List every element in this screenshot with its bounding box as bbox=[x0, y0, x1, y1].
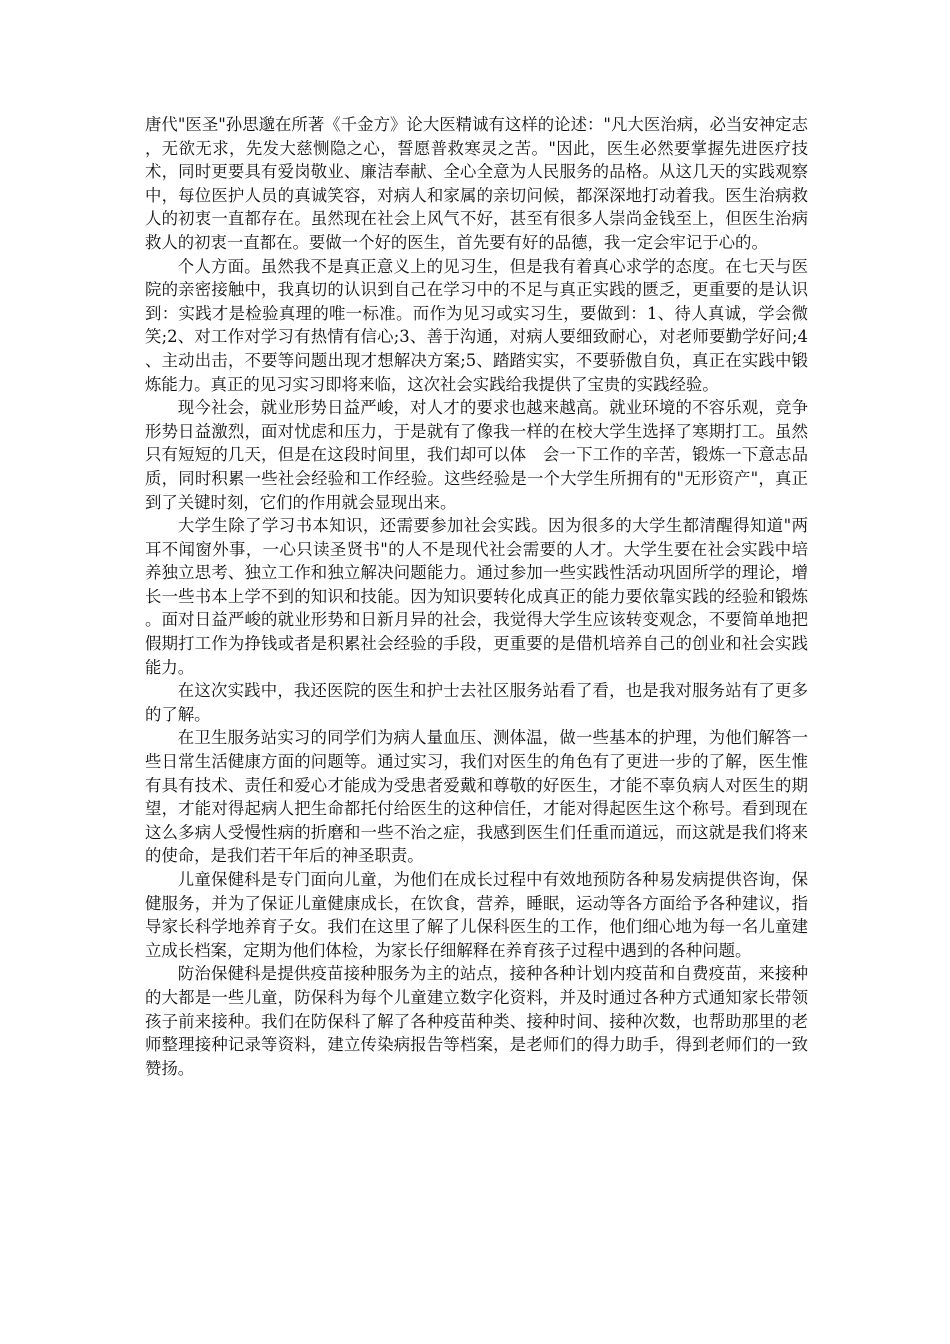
document-body bbox=[145, 113, 808, 1080]
paragraph-employment-situation: 现今社会，就业形势日益严峻，对人才的要求也越来越高。就业环境的不容乐观，竞争形势日益激烈，面对忧虑和压力，于是就有了像我一样的在校大学生选择了寒期打工。虽然只有短短的几天，但是在这段时间里，我们却可以体 会一下工作的辛苦，锻炼一下意志品质，同时积累一些社会经验和工作经验。这些经验是一个大学生所拥有的"无形资产"，真正到了关键时刻，它们的作用就会显现出来。 bbox=[145, 398, 808, 512]
paragraph-child-healthcare: 儿童保健科是专门面向儿童，为他们在成长过程中有效地预防各种易发病提供咨询，保健服务，并为了保证儿童健康成长，在饮食，营养，睡眠，运动等各方面给予各种建议，指导家长科学地养育子女。我们在这里了解了儿保科医生的工作，他们细心地为每一名儿童建立成长档案，定期为他们体检，为家长仔细解释在养育孩子过程中遇到的各种问题。 bbox=[145, 870, 808, 960]
paragraph-health-station-internship: 在卫生服务站实习的同学们为病人量血压、测体温，做一些基本的护理，为他们解答一些日常生活健康方面的问题等。通过实习，我们对医生的角色有了更进一步的了解，医生惟有具有技术、责任和爱心才能成为受患者爱戴和尊敬的好医生，才能不辜负病人对医生的期望，才能对得起病人把生命都托付给医生的这种信任，才能对得起医生这个称号。看到现在这么多病人受慢性病的折磨和一些不治之症，我感到医生们任重而道远，而这就是我们将来的使命，是我们若干年后的神圣职责。 bbox=[145, 728, 808, 866]
paragraph-community-station: 在这次实践中，我还医院的医生和护士去社区服务站看了看，也是我对服务站有了更多的了解。 bbox=[145, 681, 808, 724]
paragraph-sun-simiao: 唐代"医圣"孙思邈在所著《千金方》论大医精诚有这样的论述："凡大医治病，必当安神定志，无欲无求，先发大慈恻隐之心，誓愿普救寒灵之苦。"因此，医生必然要掌握先进医疗技术，同时更要具有爱岗敬业、廉洁奉献、全心全意为人民服务的品格。从这几天的实践观察中，每位医护人员的真诚笑容，对病人和家属的亲切问候，都深深地打动着我。医生治病救人的初衷一直都存在。虽然现在社会上风气不好，甚至有很多人崇尚金钱至上，但医生治病救人的初衷一直都在。要做一个好的医生，首先要有好的品德，我一定会牢记于心的。 bbox=[145, 115, 808, 252]
paragraph-personal-aspect: 个人方面。虽然我不是真正意义上的见习生，但是我有着真心求学的态度。在七天与医院的亲密接触中，我真切的认识到自己在学习中的不足与真正实践的匮乏，更重要的是认识到：实践才是检验真理的唯一标准。而作为见习或实习生，要做到：1、待人真诚，学会微笑;2、对工作对学习有热情有信心;3、善于沟通，对病人要细致耐心，对老师要勤学好问;4、主动出击，不要等问题出现才想解决方案;5、踏踏实实，不要骄傲自负，真正在实践中锻炼能力。真正的见习实习即将来临，这次社会实践给我提供了宝贵的实践经验。 bbox=[145, 256, 808, 394]
paragraph-social-practice: 大学生除了学习书本知识，还需要参加社会实践。因为很多的大学生都清醒得知道"两耳不闻窗外事，一心只读圣贤书"的人不是现代社会需要的人才。大学生要在社会实践中培养独立思考、独立工作和独立解决问题能力。通过参加一些实践性活动巩固所学的理论，增长一些书本上学不到的知识和技能。因为知识要转化成真正的能力要依靠实践的经验和锻炼。面对日益严峻的就业形势和日新月异的社会，我觉得大学生应该转变观念，不要简单地把假期打工作为挣钱或者是积累社会经验的手段，更重要的是借机培养自己的创业和社会实践能力。 bbox=[145, 516, 808, 677]
paragraph-vaccination: 防治保健科是提供疫苗接种服务为主的站点，接种各种计划内疫苗和自费疫苗，来接种的大都是一些儿童，防保科为每个儿童建立数字化资料，并及时通过各种方式通知家长带领孩子前来接种。我们在防保科了解了各种疫苗种类、接种时间、接种次数，也帮助那里的老师整理接种记录等资料，建立传染病报告等档案，是老师们的得力助手，得到老师们的一致赞扬。 bbox=[145, 964, 808, 1078]
